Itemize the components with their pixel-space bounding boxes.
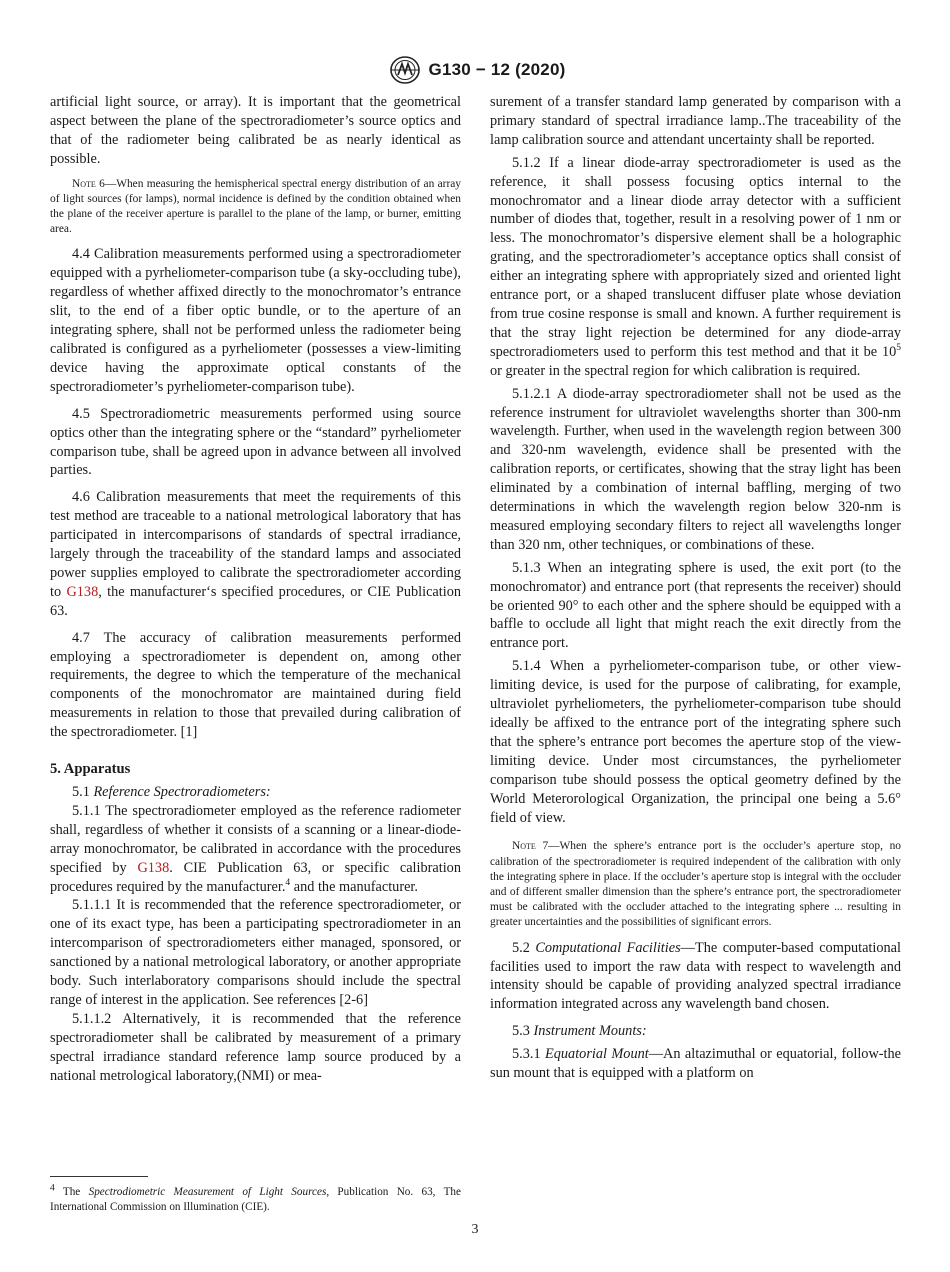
section-heading-apparatus: 5. Apparatus [50,761,131,778]
section-number: 5.2 [512,939,536,956]
section-5-1-2-1: 5.1.2.1 A diode-array spectroradiometer shall not be used as the reference instrument for ultraviolet wavelengths shorter than 300-nm wavelength. Further, when used in the wavelength region between 300 and 320-nm wavelength, evidence shall be presented with the calibration reports, or certificates, showing that the stray light has been eliminated by a combination of internal baffling, merging of two determinations in which the wavelength region below 320-nm is measured employing secondary filters to reject all wavelengths longer than 320 nm, other techniques, or combinations of these. [490,385,901,553]
footnote-ref[interactable]: 4 [285,877,291,888]
paragraph-continued: surement of a transfer standard lamp generated by comparison with a primary standard of spectral irradiance lamp..The traceability of the lamp calibration source and attendant uncertainty shall be reported. [490,94,901,148]
footnote-divider [50,1176,148,1177]
section-number: 5.3 [512,1023,534,1040]
footnote-4 [50,1185,461,1215]
note-6 [50,177,461,238]
section-5-1-4: 5.1.4 When a pyrheliometer-comparison tube, or other view-limiting device, is used for the purpose of calibrating, for example, ultraviolet pyrheliometers, the pyrheliometer-comparison tube should ideally be affixed to the entrance port of the integrating sphere such that the sphere’s entrance port becomes the aperture stop of the view-limiting device. Under most circumstances, the pyrheliometer comparison tube should possess the optical geometry defined by the World Meterorological Organization, the principal one being a 5.6° field of view. [490,658,901,826]
section-5-1-2 [490,154,901,381]
note-label: Note 6 [72,177,105,190]
text: —An altazimuthal or equatorial, follow-the sun mount that is equipped with a platform on [490,1046,901,1082]
note-text: —When measuring the hemispherical spectral energy distribution of an array of light sources (for lamps), normal incidence is defined by the condition obtained when the plane of the receiver aperture is parallel to the plane of the lamp, or burner, emitting area. [50,177,461,236]
footnote-mark: 4 [50,1183,55,1194]
left-column [50,93,461,1086]
section-5-1-1 [50,802,461,897]
section-5-1-3: 5.1.3 When an integrating sphere is used, the exit port (to the monochromator) and entrance port (that represents the receiver) should be oriented 90° to each other and the sphere should be equipped with a baffle to occlude all light that might reach the exit directly from the entrance port. [490,559,901,652]
section-title: Reference Spectroradiometers: [93,784,271,800]
section-4-4: 4.4 Calibration measurements performed using a spectroradiometer equipped with a pyrheliometer-comparison tube (a sky-occluding tube), regardless of whether affixed directly to the monochromator’s entrance slit, to the end of a fiber optic bundle, or to the aperture of an integrating sphere, shall not be performed unless the radiometer being calibrated is configured as a pyrheliometer (possesses a view-limiting device having the approximate optical constants of the spectroradiometer’s pyrheliometer-comparison tube). [50,246,461,395]
section-5-3 [490,1022,901,1041]
g138-link[interactable]: G138 [137,859,170,876]
text: or greater in the spectral region for which calibration is required. [490,362,861,379]
text: The [54,1186,89,1198]
section-5-1 [50,783,461,802]
standard-designation: G130 − 12 (2020) [428,60,566,79]
text: and the manufacturer. [290,878,418,895]
section-5-1-1-1: 5.1.1.1 It is recommended that the reference spectroradiometer, or one of its exact type, has been a participating spectroradiometer in an intercomparison of spectroradiometers either managed, sponsored, or sanctioned by a national metrological laboratory, or another appropriate body. Such interlaboratory comparisons should include the spectral range of interest in the application. See references [2-6] [50,897,461,1008]
text: 4.6 Calibration measurements that meet the requirements of this test method are traceable to a national metrological laboratory that has participated in intercomparisons of standards of spectral irradiance, largely through the traceability of the standard lamps and associated power supplies employed to calibrate the spectroradiometer according to [50,489,461,600]
paragraph-continued: artificial light source, or array). It is important that the geometrical aspect between the plane of the spectroradiometer’s source optics and that of the radiometer being calibrated be as nearly identical as possible. [50,94,461,167]
section-title: Computational Facilities [535,939,681,956]
section-4-6 [50,488,461,620]
section-number: 5.1 [72,784,94,800]
section-number: 5.3.1 [512,1046,546,1063]
text: 5.1.2 If a linear diode-array spectroradiometer is used as the reference, it shall possess focusing optics internal to the monochromator and a linear diode array detector with a sufficient number of diodes that, together, result in a resolving power of 1 nm or less. The monochromator’s dispersive element shall be a holographic grating, and the spectroradiometer’s acceptance optics shall consist of either an integrating sphere with appropriately sized and oriented light entrance port, or a shaped translucent diffuser plate whose deviation from true cosine response is small and known. A further requirement is that the stray light rejection be determined for any diode-array spectroradiometers used to perform this test method and that it be 10 [490,154,901,360]
text: , Publication No. 63, The International Commission on Illumination (CIE). [50,1186,461,1213]
note-label: Note 7 [512,840,549,853]
page-number: 3 [471,1222,479,1237]
section-5-2 [490,939,901,1015]
section-title: Instrument Mounts: [533,1023,647,1040]
text: . CIE Publication 63, or specific calibration procedures required by the manufacturer. [50,859,461,895]
text: , the manufacturer‘s specified procedures, or CIE Publication 63. [50,583,462,619]
section-5-1-1-2: 5.1.1.2 Alternatively, it is recommended that the reference spectroradiometer shall be calibrated by measurement of a primary spectral irradiance standard reference lamp source produced by a national metrological laboratory,(NMI) or mea- [50,1010,461,1084]
note-7 [490,839,901,930]
g138-link[interactable]: G138 [66,583,99,600]
note-text: —When the sphere’s entrance port is the occluder’s aperture stop, no calibration of the spectroradiometer is required independent of the calibration with only the integrating sphere in place. If the occluder’s aperture stop is integral with the occluder and of different smaller dimension than the sphere’s entrance port, the spectroradiometer must be calibrated with the occluder attached to the integrating sphere ... resulting in greater uncertainties and the possibilities of significant errors. [490,840,901,929]
section-5-3-1 [490,1045,901,1083]
exponent: 5 [896,343,901,354]
section-title: Equatorial Mount [545,1046,649,1063]
page-header [0,54,950,86]
right-column [490,93,901,1083]
text: —The computer-based computational facilities used to import the raw data with respect to wavelength and intensity should be capable of providing analyzed spectral irradiance information integrated across any wavelength band chosen. [490,939,901,1013]
section-4-5: 4.5 Spectroradiometric measurements performed using source optics other than the integrating sphere or the “standard” pyrheliometer comparison tube, shall be agreed upon in advance between all involved parties. [50,405,461,479]
section-4-7: 4.7 The accuracy of calibration measurements performed employing a spectroradiometer is dependent on, among other requirements, the degree to which the temperature of the mechanical components of the monochromator are maintained during field measurements in relation to those that prevailed during calibration of the spectroradiometer. [1] [50,629,461,741]
text: 5.1.1 The spectroradiometer employed as the reference radiometer shall, regardless of whether it consists of a scanning or a linear-diode-array monochromator, be calibrated in accordance with the procedures specified by [50,802,461,876]
publication-title: Spectrodiometric Measurement of Light Sources [88,1186,327,1198]
astm-logo-icon [385,55,425,85]
